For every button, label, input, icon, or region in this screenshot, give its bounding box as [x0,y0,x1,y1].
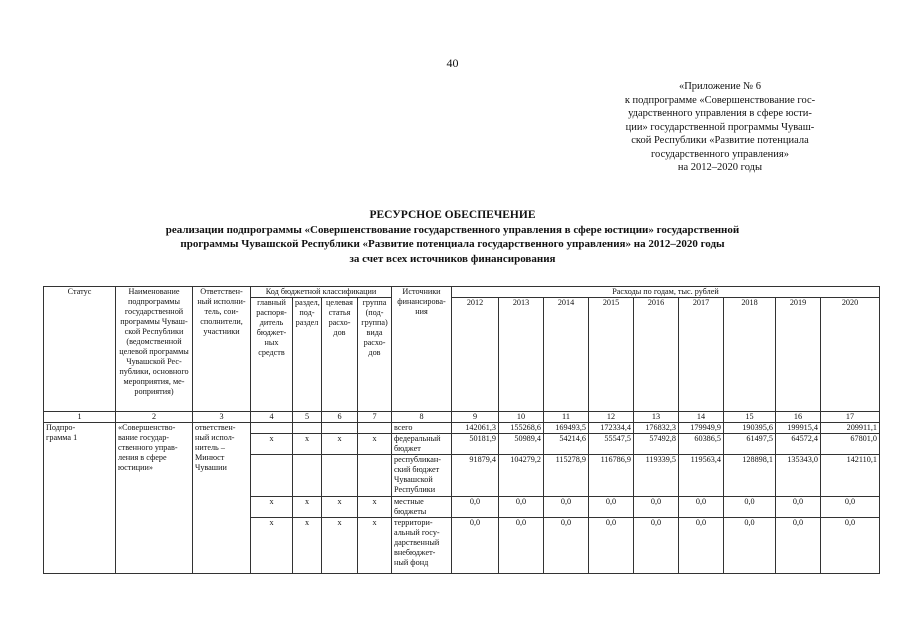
appendix-line: на 2012–2020 годы [677,162,763,173]
column-number: 9 [452,412,499,423]
header-year: 2017 [679,298,724,412]
code-cell: х [251,497,293,518]
value-cell: 0,0 [634,497,679,518]
source-cell: республикан- ский бюджет Чувашской Республики [392,455,452,497]
column-number: 6 [322,412,358,423]
header-year: 2014 [544,298,589,412]
code-cell: х [251,434,293,455]
value-cell: 172334,4 [589,423,634,434]
header-year: 2013 [499,298,544,412]
column-number: 17 [821,412,880,423]
page-number: 40 [446,56,459,70]
value-cell: 0,0 [821,497,880,518]
code-cell: х [251,518,293,574]
code-cell [322,423,358,434]
table-row [44,423,880,434]
code-cell: х [322,497,358,518]
column-number: 5 [293,412,322,423]
value-cell: 0,0 [452,518,499,574]
value-cell: 155268,6 [499,423,544,434]
value-cell: 119339,5 [634,455,679,497]
value-cell: 67801,0 [821,434,880,455]
header-year: 2016 [634,298,679,412]
status-cell: Подпро- грамма 1 [44,423,116,574]
title-line: за счет всех источников финансирования [349,252,556,265]
column-number: 13 [634,412,679,423]
header-source: Источники финансирова- ния [392,287,452,412]
source-cell: всего [392,423,452,434]
appendix-line: государственного управления» [651,148,789,160]
value-cell: 61497,5 [724,434,776,455]
header-year: 2015 [589,298,634,412]
source-cell: федеральный бюджет [392,434,452,455]
value-cell: 50181,9 [452,434,499,455]
value-cell: 119563,4 [679,455,724,497]
code-cell: х [293,497,322,518]
value-cell: 0,0 [589,518,634,574]
value-cell: 142061,3 [452,423,499,434]
appendix-line: ской Республики «Развитие потенциала [631,135,809,146]
value-cell: 0,0 [452,497,499,518]
value-cell: 91879,4 [452,455,499,497]
code-cell: х [322,518,358,574]
column-number: 3 [193,412,251,423]
program-name-cell: «Совершенство- вание государ- ственного управ- ления в сфере юстиции» [116,423,193,574]
value-cell: 0,0 [679,497,724,518]
appendix-line: ции» государственной программы Чуваш- [625,121,815,133]
column-number: 11 [544,412,589,423]
value-cell: 0,0 [544,518,589,574]
value-cell: 199915,4 [776,423,821,434]
code-cell [358,455,392,497]
value-cell: 176832,3 [634,423,679,434]
column-number: 2 [116,412,193,423]
value-cell: 115278,9 [544,455,589,497]
column-number: 16 [776,412,821,423]
code-cell [322,455,358,497]
column-number: 15 [724,412,776,423]
column-number: 14 [679,412,724,423]
appendix-line: к подпрограмме «Совершенствование гос- [624,94,816,106]
header-code-group: группа (под- группа) вида расхо- дов [358,298,392,412]
header-code-section: раздел, под- раздел [293,298,322,412]
header-responsible: Ответствен- ный исполни- тель, сои- сполнители, участники [193,287,251,412]
value-cell: 0,0 [724,497,776,518]
code-cell: х [358,434,392,455]
value-cell: 0,0 [679,518,724,574]
document-title [0,208,905,266]
value-cell: 55547,5 [589,434,634,455]
value-cell: 57492,8 [634,434,679,455]
header-expenses: Расходы по годам, тыс. рублей [452,287,880,298]
code-cell [358,423,392,434]
value-cell: 50989,4 [499,434,544,455]
code-cell: х [293,518,322,574]
value-cell: 0,0 [821,518,880,574]
value-cell: 60386,5 [679,434,724,455]
value-cell: 0,0 [499,497,544,518]
appendix-note [590,80,850,175]
value-cell: 169493,5 [544,423,589,434]
code-cell [293,423,322,434]
header-status: Статус [44,287,116,412]
column-number: 8 [392,412,452,423]
value-cell: 128898,1 [724,455,776,497]
value-cell: 179949,9 [679,423,724,434]
column-number: 10 [499,412,544,423]
appendix-line: ударственного управления в сфере юсти- [628,108,812,119]
header-year: 2020 [821,298,880,412]
value-cell: 209911,1 [821,423,880,434]
value-cell: 104279,2 [499,455,544,497]
source-cell: территори- альный госу- дарственный внебюджет- ный фонд [392,518,452,574]
code-cell [251,423,293,434]
value-cell: 0,0 [776,497,821,518]
resource-table [43,286,880,574]
title-heading: РЕСУРСНОЕ ОБЕСПЕЧЕНИЕ [369,209,536,221]
value-cell: 0,0 [634,518,679,574]
column-number: 1 [44,412,116,423]
appendix-line: «Приложение № 6 [678,81,762,92]
value-cell: 0,0 [724,518,776,574]
value-cell: 190395,6 [724,423,776,434]
column-number: 12 [589,412,634,423]
value-cell: 0,0 [499,518,544,574]
column-number-row [44,412,880,423]
value-cell: 116786,9 [589,455,634,497]
value-cell: 0,0 [776,518,821,574]
header-name: Наименование подпрограммы государственной программы Чуваш- ской Республики (ведомственной целевой программы Чувашской Рес- публики, основного мероприятия, ме- роприятия) [116,287,193,412]
source-cell: местные бюджеты [392,497,452,518]
value-cell: 0,0 [589,497,634,518]
value-cell: 142110,1 [821,455,880,497]
code-cell [293,455,322,497]
code-cell [251,455,293,497]
title-line: программы Чувашской Республики «Развитие потенциала государственного управления» на 2012–2020 годы [180,238,725,250]
column-number: 4 [251,412,293,423]
title-line: реализации подпрограммы «Совершенствование государственного управления в сфере юстиции» государственной [165,223,740,236]
header-budget-code: Код бюджетной классификации [251,287,392,298]
value-cell: 135343,0 [776,455,821,497]
value-cell: 54214,6 [544,434,589,455]
code-cell: х [293,434,322,455]
header-code-article: целевая статья расхо- дов [322,298,358,412]
header-year: 2019 [776,298,821,412]
column-number: 7 [358,412,392,423]
header-year: 2012 [452,298,499,412]
code-cell: х [358,518,392,574]
code-cell: х [358,497,392,518]
header-year: 2018 [724,298,776,412]
header-code-main: главный распоря- дитель бюджет- ных средств [251,298,293,412]
value-cell: 64572,4 [776,434,821,455]
responsible-cell: ответствен- ный испол- нитель – Минюст Чувашии [193,423,251,574]
value-cell: 0,0 [544,497,589,518]
code-cell: х [322,434,358,455]
